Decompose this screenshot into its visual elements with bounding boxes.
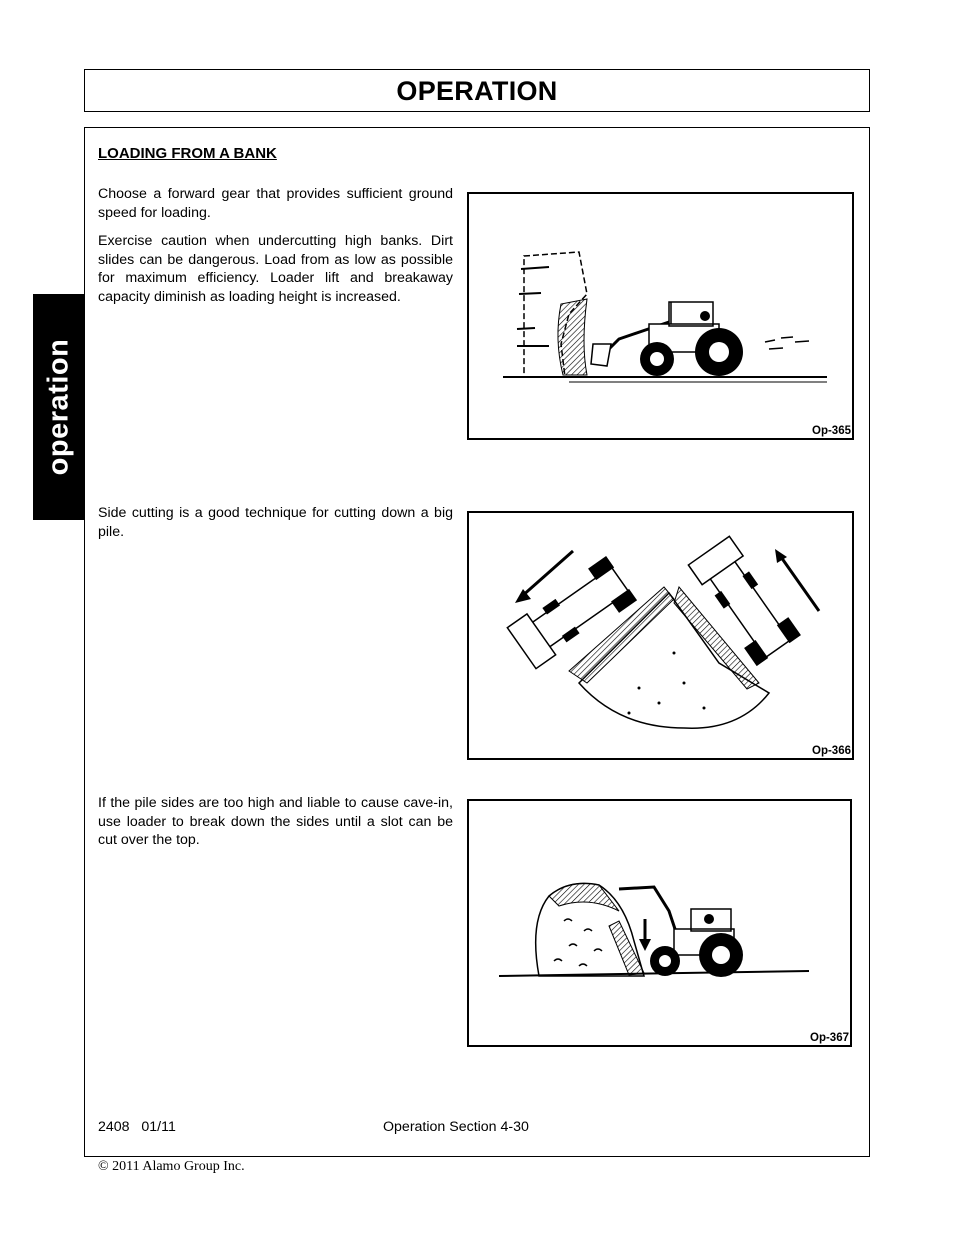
paragraph-forward-gear: Choose a forward gear that provides sufficient ground speed for loading. [98, 186, 453, 221]
figure-side-cutting [467, 511, 854, 760]
page-header [84, 69, 870, 112]
footer-doc-id: 2408 01/11 [98, 1119, 176, 1135]
page-title: OPERATION [396, 76, 558, 106]
side-tab-label: operation [42, 338, 74, 476]
figure-loading-from-bank [467, 192, 854, 440]
section-title: LOADING FROM A BANK [98, 145, 277, 162]
paragraph-side-cutting: Side cutting is a good technique for cutting down a big pile. [98, 505, 453, 540]
section-side-tab [33, 294, 84, 520]
footer-section-page: Operation Section 4-30 [383, 1119, 529, 1135]
tractor-bank-illustration [469, 194, 852, 438]
side-cutting-illustration [469, 513, 852, 758]
figure-label-op366: Op-366 [812, 745, 851, 757]
figure-break-down-sides [467, 799, 852, 1047]
break-down-sides-illustration [469, 801, 850, 1045]
paragraph-break-down-sides: If the pile sides are too high and liable to cause cave-in, use loader to break down the sides until a slot can be cut over the top. [98, 795, 453, 849]
paragraph-undercutting-caution: Exercise caution when undercutting high banks. Dirt slides can be dangerous. Load from as low as possible for maximum efficiency. Loader lift and breakaway capacity diminish as loading height is increased. [98, 233, 453, 305]
figure-label-op367: Op-367 [810, 1032, 849, 1044]
copyright-notice: © 2011 Alamo Group Inc. [98, 1159, 245, 1174]
figure-label-op365: Op-365 [812, 425, 851, 437]
